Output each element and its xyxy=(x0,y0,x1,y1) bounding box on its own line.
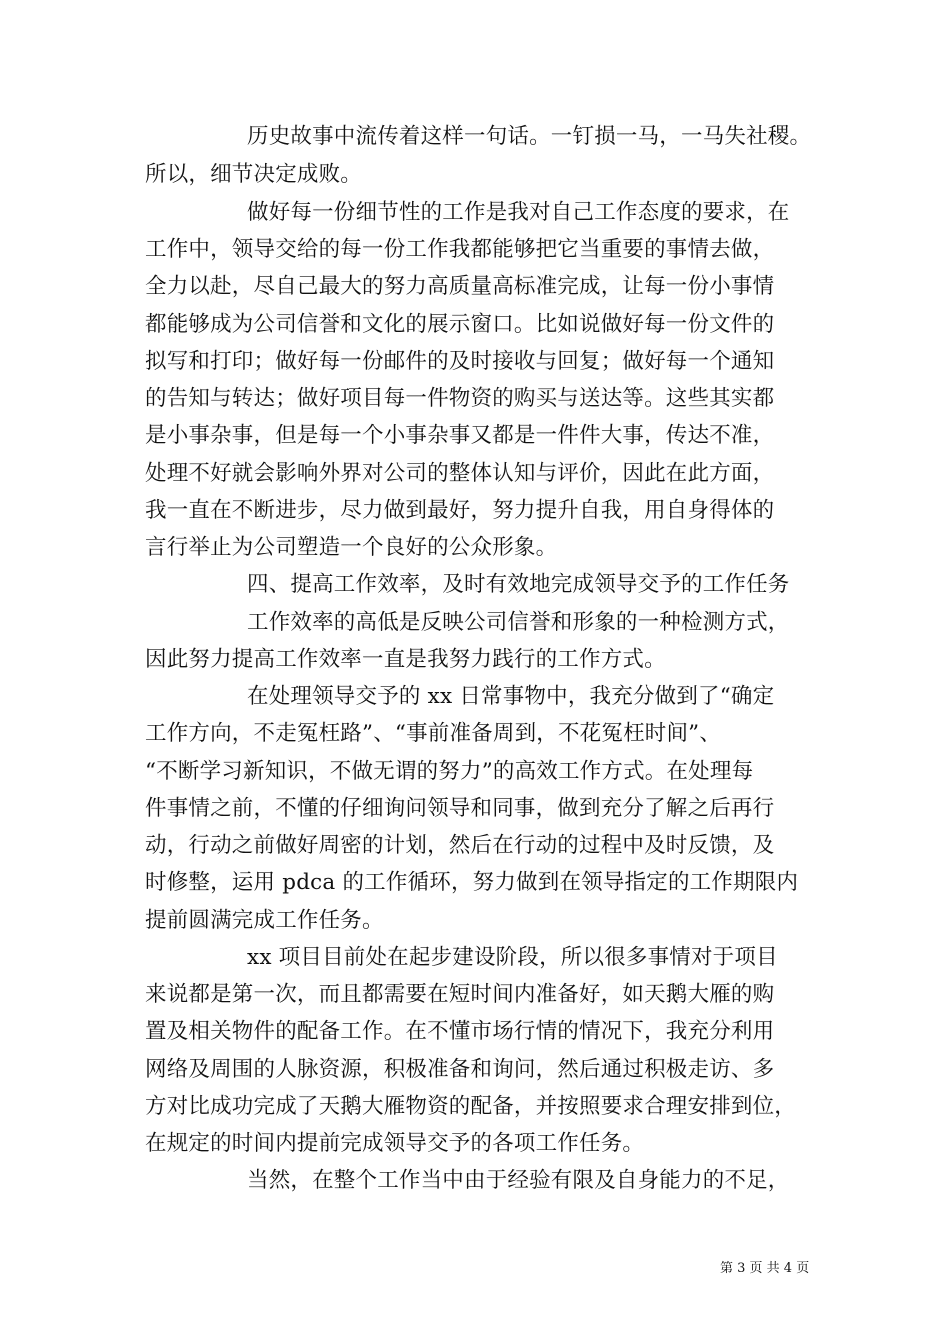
text-line: 都能够成为公司信誉和文化的展示窗口。比如说做好每一份文件的 xyxy=(145,312,775,337)
text-line: 动，行动之前做好周密的计划，然后在行动的过程中及时反馈，及 xyxy=(145,833,775,858)
text-line: 拟写和打印；做好每一份邮件的及时接收与回复；做好每一个通知 xyxy=(145,349,775,374)
text-line: 工作中，领导交给的每一份工作我都能够把它当重要的事情去做， xyxy=(145,237,775,262)
text-line: 工作效率的高低是反映公司信誉和形象的一种检测方式， xyxy=(247,610,790,635)
text-line: 当然，在整个工作当中由于经验有限及自身能力的不足， xyxy=(247,1168,790,1193)
text-line: 件事情之前，不懂的仔细询问领导和同事，做到充分了解之后再行 xyxy=(145,796,775,821)
text-line: 言行举止为公司塑造一个良好的公众形象。 xyxy=(145,535,558,560)
text-line: 处理不好就会影响外界对公司的整体认知与评价，因此在此方面， xyxy=(145,461,775,486)
text-line: 的告知与转达；做好项目每一件物资的购买与送达等。这些其实都 xyxy=(145,386,775,411)
text-line: 提前圆满完成工作任务。 xyxy=(145,908,384,933)
text-line: 做好每一份细节性的工作是我对自己工作态度的要求，在 xyxy=(247,200,790,225)
text-line: 工作方向，不走冤枉路”、“事前准备周到，不花冤枉时间”、 xyxy=(145,721,722,746)
text-line: 在处理领导交予的 xx 日常事物中，我充分做到了“确定 xyxy=(247,684,775,709)
section-heading: 四、提高工作效率，及时有效地完成领导交予的工作任务 xyxy=(247,572,790,597)
text-line: 时修整，运用 pdca 的工作循环，努力做到在领导指定的工作期限内 xyxy=(145,870,799,895)
text-line: 网络及周围的人脉资源，积极准备和询问，然后通过积极走访、多 xyxy=(145,1057,775,1082)
text-line: 在规定的时间内提前完成领导交予的各项工作任务。 xyxy=(145,1131,645,1156)
text-line: 所以，细节决定成败。 xyxy=(145,162,363,187)
text-line: xx 项目目前处在起步建设阶段，所以很多事情对于项目 xyxy=(247,945,778,970)
text-line: 是小事杂事，但是每一个小事杂事又都是一件件大事，传达不准， xyxy=(145,423,775,448)
text-line: “不断学习新知识，不做无谓的努力”的高效工作方式。在处理每 xyxy=(145,759,754,784)
text-line: 我一直在不断进步，尽力做到最好，努力提升自我，用自身得体的 xyxy=(145,498,775,523)
text-line: 来说都是第一次，而且都需要在短时间内准备好，如天鹅大雁的购 xyxy=(145,982,775,1007)
text-line: 历史故事中流传着这样一句话。一钉损一马，一马失社稷。 xyxy=(247,124,812,149)
text-line: 全力以赴，尽自己最大的努力高质量高标准完成，让每一份小事情 xyxy=(145,274,775,299)
text-line: 因此努力提高工作效率一直是我努力践行的工作方式。 xyxy=(145,647,666,672)
text-line: 方对比成功完成了天鹅大雁物资的配备，并按照要求合理安排到位， xyxy=(145,1094,797,1119)
page-number: 第 3 页 共 4 页 xyxy=(720,1261,810,1276)
text-line: 置及相关物件的配备工作。在不懂市场行情的情况下，我充分利用 xyxy=(145,1019,775,1044)
